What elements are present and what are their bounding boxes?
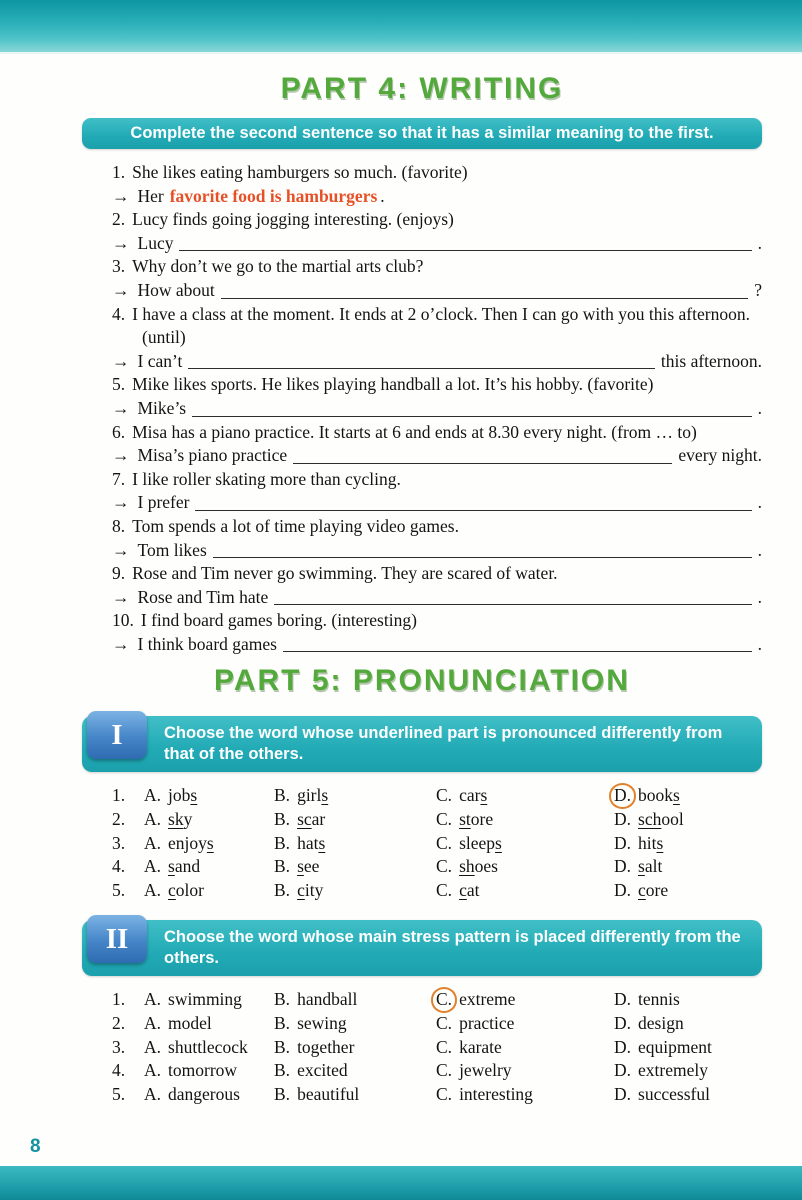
option-c: C. store: [436, 809, 494, 830]
option-a: A. swimming: [144, 989, 242, 1010]
writing-answer-6: → Misa’s piano practice every night.: [112, 444, 762, 468]
writing-question-4: 4. I have a class at the moment. It ends at 2 o’clock. Then I can go with you this afternoon. (until): [112, 303, 750, 348]
option-a: A. sky: [144, 809, 193, 830]
answer-blank: [179, 232, 751, 251]
option-d: D. successful: [614, 1083, 710, 1104]
pron1-row-1: 1. A. jobs B. girls C. cars D. books: [112, 784, 762, 808]
option-d: D. tennis: [614, 989, 680, 1010]
pronunciation-section2-rows: [82, 988, 762, 1106]
writing-question-8: 8. Tom spends a lot of time playing video games.: [112, 515, 459, 536]
option-c: C. cat: [436, 879, 480, 900]
writing-question-1: 1. She likes eating hamburgers so much. (favorite): [112, 162, 468, 182]
writing-answer-10: → I think board games .: [112, 633, 762, 657]
pronunciation-section1-rows: [82, 784, 762, 902]
option-d: D. hits: [614, 832, 664, 853]
option-a: A. sand: [144, 856, 201, 877]
section2-instruction-text: Choose the word whose main stress pattern is placed differently from the others.: [164, 928, 741, 968]
arrow-icon: →: [112, 633, 130, 654]
writing-exercise-list: [82, 161, 762, 656]
option-c: C. practice: [436, 1013, 515, 1034]
option-d: D. school: [614, 809, 684, 830]
option-b: B. together: [274, 1036, 355, 1057]
option-b: B. hats: [274, 832, 326, 853]
pron1-row-5: 5. A. color B. city C. cat D. core: [112, 879, 762, 903]
pron2-row-3: 3. A. shuttlecock B. together C. karate D. equipment: [112, 1036, 762, 1060]
option-b: B. beautiful: [274, 1083, 360, 1104]
writing-question-2: 2. Lucy finds going jogging interesting. (enjoys): [112, 209, 454, 230]
option-a: A. enjoys: [144, 832, 214, 853]
writing-question-6: 6. Misa has a piano practice. It starts at 6 and ends at 8.30 every night. (from … to): [112, 421, 697, 442]
writing-answer-7: → I prefer .: [112, 491, 762, 515]
arrow-icon: →: [112, 445, 130, 466]
arrow-icon: →: [112, 185, 130, 206]
answer-blank: [213, 539, 752, 558]
arrow-icon: →: [112, 279, 130, 300]
writing-answer-2: → Lucy .: [112, 232, 762, 256]
option-d: D. design: [614, 1013, 684, 1034]
option-c: C. shoes: [436, 856, 498, 877]
option-d: D. equipment: [614, 1036, 712, 1057]
writing-question-10: 10. I find board games boring. (interesting): [112, 610, 417, 631]
pron2-row-5: 5. A. dangerous B. beautiful C. interesting D. successful: [112, 1083, 762, 1107]
option-a: A. shuttlecock: [144, 1036, 248, 1057]
option-c-circled: C. extreme: [436, 988, 614, 1012]
option-c: C. karate: [436, 1036, 502, 1057]
pron2-row-1: 1. A. swimming B. handball C. extreme D. tennis: [112, 988, 762, 1012]
option-d-circled: D. books: [614, 784, 762, 808]
option-a: A. color: [144, 879, 204, 900]
option-c: C. sleeps: [436, 832, 502, 853]
option-c: C. cars: [436, 785, 488, 806]
pron2-row-4: 4. A. tomorrow B. excited C. jewelry D. extremely: [112, 1059, 762, 1083]
option-c: C. interesting: [436, 1083, 533, 1104]
option-b: B. handball: [274, 989, 358, 1010]
option-b: B. girls: [274, 785, 329, 806]
page-number: 8: [30, 1136, 41, 1157]
option-b: B. sewing: [274, 1013, 347, 1034]
option-b: B. excited: [274, 1060, 348, 1081]
pron1-row-4: 4. A. sand B. see C. shoes D. salt: [112, 855, 762, 879]
answer-blank: [192, 397, 752, 416]
answer-blank: [293, 444, 672, 463]
section2-roman-numeral: II: [87, 915, 147, 963]
arrow-icon: →: [112, 350, 130, 371]
writing-answer-1: → Her favorite food is hamburgers .: [112, 185, 762, 209]
option-a: A. model: [144, 1013, 212, 1034]
pron1-row-2: 2. A. sky B. scar C. store D. school: [112, 808, 762, 832]
writing-question-9: 9. Rose and Tim never go swimming. They are scared of water.: [112, 563, 558, 584]
arrow-icon: →: [112, 397, 130, 418]
arrow-icon: →: [112, 492, 130, 513]
option-b: B. see: [274, 856, 320, 877]
part4-title: PART 4: WRITING: [280, 72, 564, 105]
top-page-band: [0, 0, 802, 54]
option-d: D. extremely: [614, 1060, 708, 1081]
section2-instruction-banner: [82, 920, 762, 976]
option-b: B. city: [274, 879, 324, 900]
answer-blank: [188, 350, 655, 369]
writing-question-3: 3. Why don’t we go to the martial arts club?: [112, 256, 424, 277]
arrow-icon: →: [112, 586, 130, 607]
part5-title: PART 5: PRONUNCIATION: [214, 664, 630, 698]
writing-answer-4: → I can’t this afternoon.: [112, 350, 762, 374]
writing-question-5: 5. Mike likes sports. He likes playing handball a lot. It’s his hobby. (favorite): [112, 374, 654, 395]
answer-circle-mark: C.: [431, 987, 457, 1012]
writing-answer-9: → Rose and Tim hate .: [112, 586, 762, 610]
option-b: B. scar: [274, 809, 326, 830]
writing-question-7: 7. I like roller skating more than cycling.: [112, 468, 401, 489]
section1-instruction-text: Choose the word whose underlined part is pronounced differently from that of the others.: [164, 724, 723, 764]
answer-blank: [195, 492, 751, 511]
page-content: [82, 64, 762, 1106]
arrow-icon: →: [112, 539, 130, 560]
arrow-icon: →: [112, 232, 130, 253]
filled-answer-text: favorite food is hamburgers: [169, 185, 378, 206]
section1-instruction-banner: [82, 716, 762, 772]
answer-blank: [283, 633, 752, 652]
option-a: A. jobs: [144, 785, 198, 806]
pron1-row-3: 3. A. enjoys B. hats C. sleeps D. hits: [112, 832, 762, 856]
answer-circle-mark: D.: [609, 783, 636, 808]
writing-answer-5: → Mike’s .: [112, 397, 762, 421]
option-c: C. jewelry: [436, 1060, 512, 1081]
option-a: A. tomorrow: [144, 1060, 238, 1081]
answer-blank: [221, 279, 748, 298]
option-a: A. dangerous: [144, 1083, 240, 1104]
pron2-row-2: 2. A. model B. sewing C. practice D. design: [112, 1012, 762, 1036]
option-d: D. core: [614, 879, 669, 900]
option-d: D. salt: [614, 856, 663, 877]
part4-instruction-banner: [82, 118, 762, 149]
answer-blank: [274, 586, 751, 605]
section1-roman-numeral: I: [87, 711, 147, 759]
writing-answer-3: → How about ?: [112, 279, 762, 303]
writing-answer-8: → Tom likes .: [112, 539, 762, 563]
bottom-page-band: [0, 1166, 802, 1200]
part4-instruction-text: Complete the second sentence so that it has a similar meaning to the first.: [130, 124, 714, 142]
